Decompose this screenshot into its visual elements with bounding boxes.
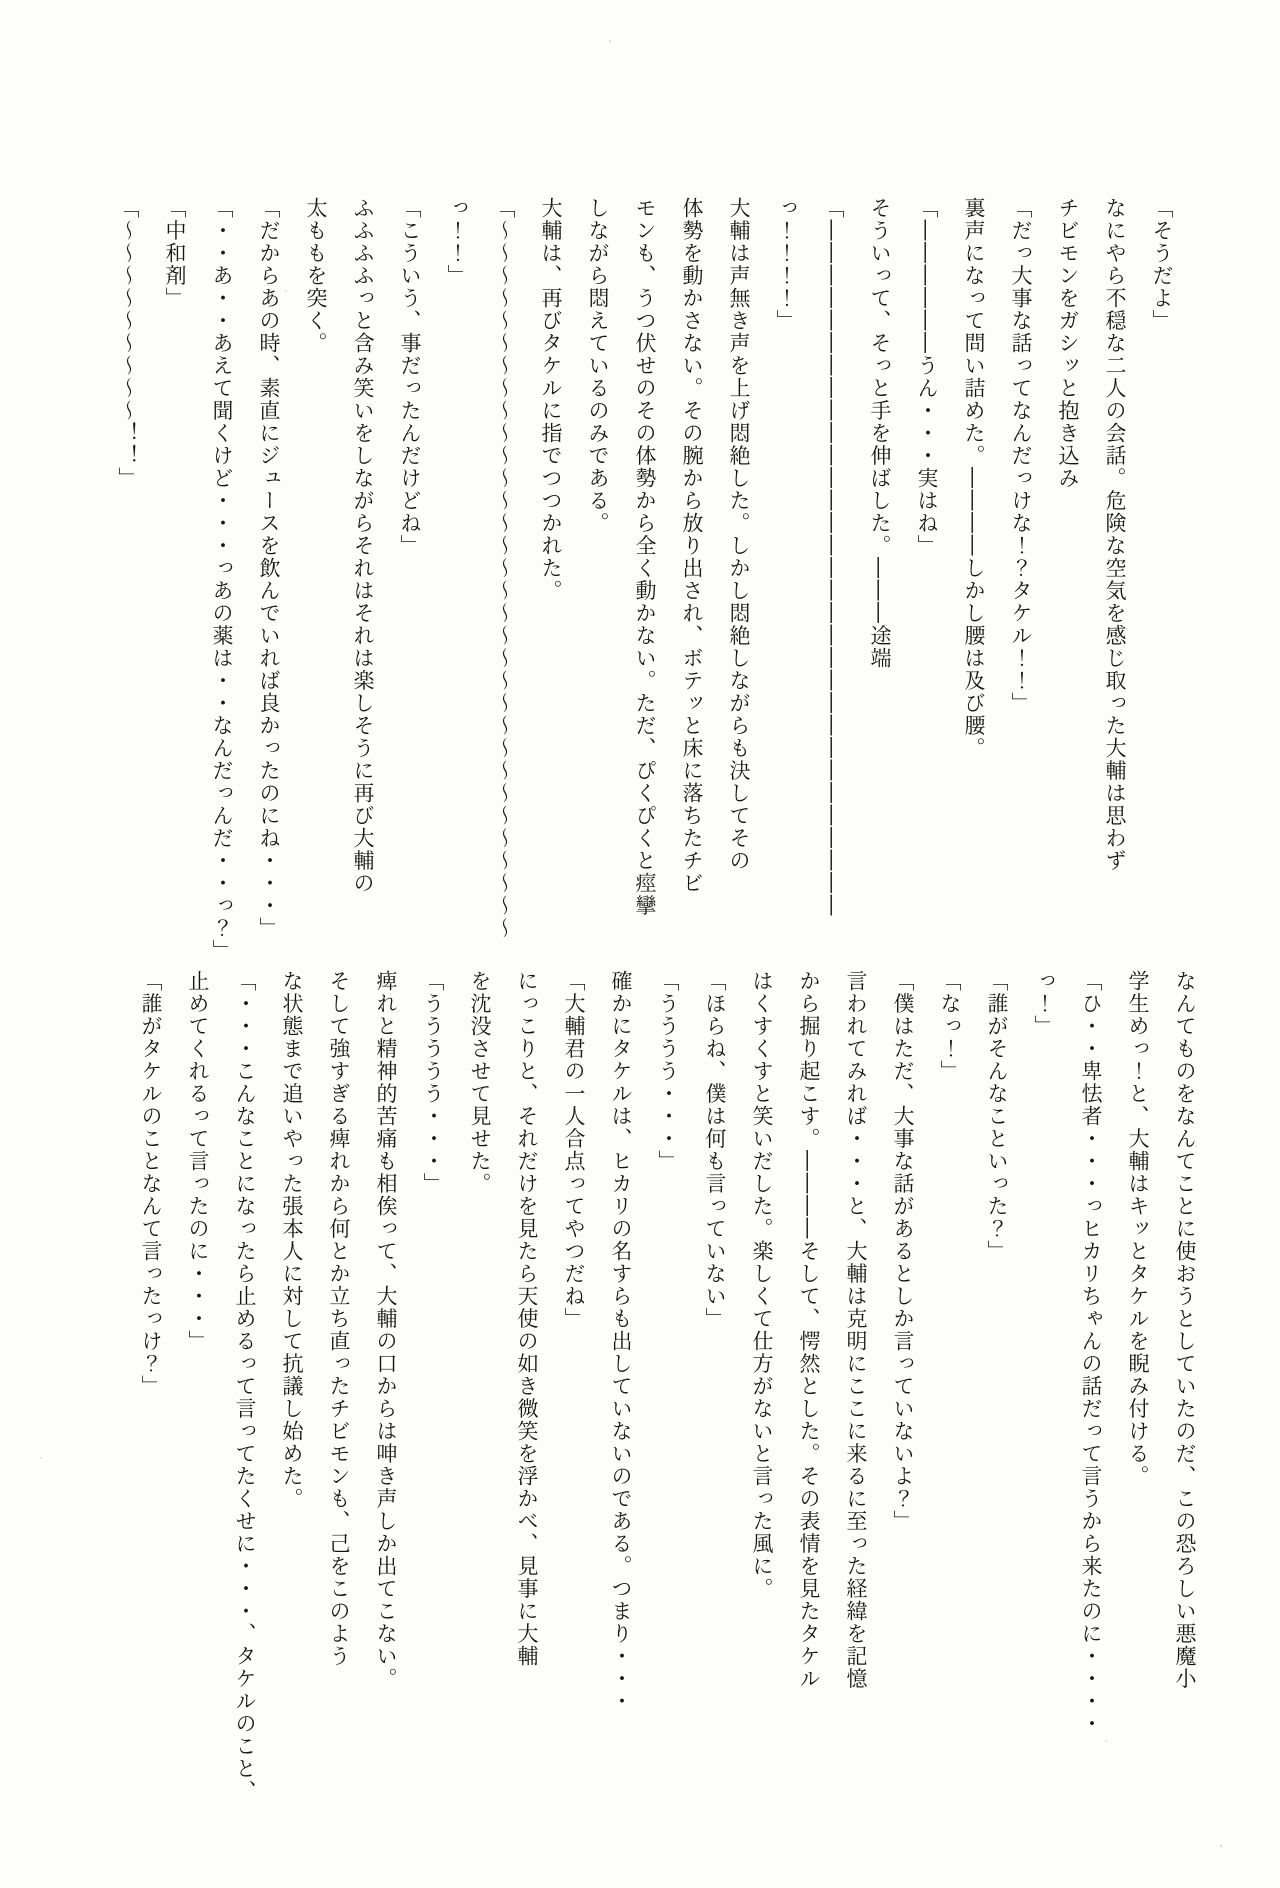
text-column: しながら悶えているのみである。 (586, 197, 609, 535)
text-column: 裏声になって問い詰めた。――――しかし腰は及び腰。 (962, 197, 985, 760)
text-column: 学生めっ！と、大輔はキッとタケルを睨み付ける。 (1126, 970, 1149, 1488)
text-column: 太ももを突く。 (304, 197, 327, 355)
text-column: な状態まで追いやった張本人に対して抗議し始めた。 (280, 970, 303, 1510)
text-column: なんてものをなんてことに使おうとしていたのだ、この恐ろしい悪魔小 (1173, 970, 1196, 1690)
text-column: 「なっ！」 (938, 970, 961, 1083)
text-column: 「だからあの時、素直にジュースを飲んでいれば良かったのにね・・・」 (257, 197, 280, 940)
upper-text-block (104, 197, 1185, 967)
text-column: を沈没させて見せた。 (468, 970, 491, 1195)
text-column: 「大輔君の一人合点ってやつだね」 (562, 970, 585, 1330)
text-column: なにやら不穏な二人の会話。危険な空気を感じ取った大輔は思わず (1103, 197, 1126, 872)
text-column: そして強すぎる痺れから何とか立ち直ったチビモンも、己をこのよう (327, 970, 350, 1668)
text-column: 「中和剤」 (163, 197, 186, 310)
text-column: 「ううううう・・・」 (421, 970, 444, 1195)
text-column: から掘り起こす。――――そして、愕然とした。その表情を見たタケル (797, 970, 820, 1690)
text-column: 「・・・こんなことになったら止めるって言ってたくせに・・・、タケルのこと、 (233, 970, 256, 1803)
text-column: っ！！」 (445, 197, 468, 287)
text-column: 「僕はただ、大事な話があるとしか言っていないよ？」 (891, 970, 914, 1533)
text-column: 「こういう、事だったんだけどね」 (398, 197, 421, 557)
text-column: 「・・あ・・あえて聞くけど・・・っあの薬は・・なんだっんだ・・っ？」 (210, 197, 233, 962)
text-column: 「ほらね、僕は何も言っていない」 (703, 970, 726, 1330)
lower-text-block (127, 970, 1208, 1803)
text-column: 「うううう・・・」 (656, 970, 679, 1173)
text-column: はくすくすと笑いだした。楽しくて仕方がないと言った風に。 (750, 970, 773, 1600)
text-column: っ！！！！」 (774, 197, 797, 332)
text-column: 止めてくれるって言ったのに・・・」 (186, 970, 209, 1353)
text-column: ふふふふっと含み笑いをしながらそれはそれは楽しそうに再び大輔の (351, 197, 374, 895)
text-column: 確かにタケルは、ヒカリの名すらも出していないのである。つまり・・・ (609, 970, 632, 1713)
text-column: 痺れと精神的苦痛も相俟って、大輔の口からは呻き声しか出てこない。 (374, 970, 397, 1690)
text-column: っ！」 (1032, 970, 1055, 1038)
text-column: そういって、そっと手を伸ばした。―――途端 (868, 197, 891, 670)
text-column: 「――――――――――――――――――――――――――――――― (821, 197, 844, 917)
text-column: 大輔は、再びタケルに指でつつかれた。 (539, 197, 562, 602)
text-column: 「～～～～～～～～～～～～～～～～～～～～～～～～～～～～～～～～ (492, 197, 515, 940)
text-column: にっこりと、それだけを見たら天使の如き微笑を浮かべ、見事に大輔 (515, 970, 538, 1668)
text-column: 「～～～～～～～～～！！」 (116, 197, 139, 490)
text-column: 「ひ・・卑怯者・・・っヒカリちゃんの話だって言うから来たのに・・・・ (1079, 970, 1102, 1735)
text-column: 「誰がタケルのことなんて言ったっけ？」 (139, 970, 162, 1398)
text-column: 言われてみれば・・・と、大輔は克明にここに来るに至った経緯を記憶 (844, 970, 867, 1690)
text-column: 体勢を動かさない。その腕から放り出され、ボテッと床に落ちたチビ (680, 197, 703, 895)
text-column: 「――――――うん・・・実はね」 (915, 197, 938, 557)
text-column: モンも、うつ伏せのその体勢から全く動かない。ただ、ぴくぴくと痙攣 (633, 197, 656, 917)
text-column: 「そうだよ」 (1150, 197, 1173, 332)
text-column: 大輔は声無き声を上げ悶絶した。しかし悶絶しながらも決してその (727, 197, 750, 872)
text-column: 「誰がそんなこといった？」 (985, 970, 1008, 1263)
text-column: チビモンをガシッと抱き込み (1056, 197, 1079, 490)
photocopy-noise (1220, 1845, 1222, 1847)
text-column: 「だっ大事な話ってなんだっけな！？タケル！！」 (1009, 197, 1032, 715)
